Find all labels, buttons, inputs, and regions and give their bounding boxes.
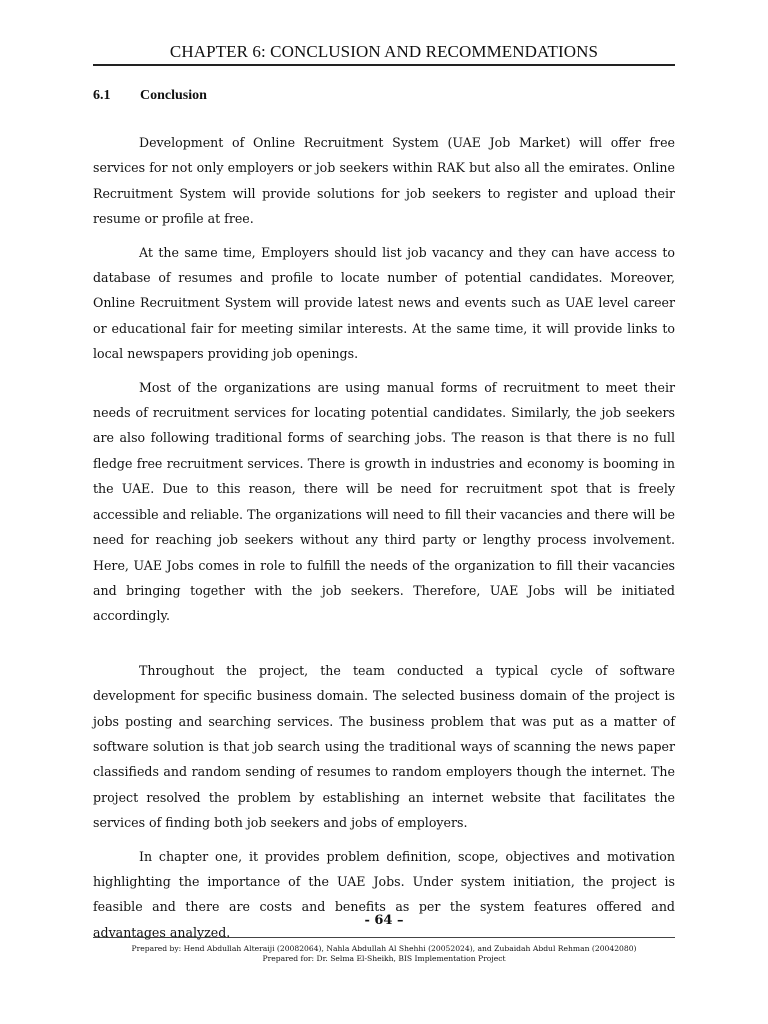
paragraph: Development of Online Recruitment System (UAE Job Market) will offer free services for not only employers or job seekers within RAK but also all the emirates. Online Recruitment System will provide solutions for job seekers to register and upload their resume or profile at free. [93,135,675,227]
paragraph: Most of the organizations are using manual forms of recruitment to meet their needs of recruitment services for locating potential candidates. Similarly, the job seekers are also following traditional forms of searching jobs. The reason is that there is no full fledge free recruitment services. There is growth in industries and economy is booming in the UAE. Due to this reason, there will be need for recruitment spot that is freely accessible and reliable. The organizations will need to fill their vacancies and there will be need for reaching job seekers without any third party or lengthy process involvement. Here, UAE Jobs comes in role to fulfill the needs of the organization to fill their vacancies and bringing together with the job seekers. Therefore, UAE Jobs will be initiated accordingly. [93,379,675,624]
paragraph: In chapter one, it provides problem definition, scope, objectives and motivation highlighting the importance of the UAE Jobs. Under system initiation, the project is feasible and there are costs and benefits as per the system features offered and advantages analyzed. [93,848,675,940]
title-underline [93,64,675,66]
footer-prepared-by: Prepared by: Hend Abdullah Alteraiji (20082064), Nahla Abdullah Al Shehhi (20052024), and Zubaidah Abdul Rehman (20042080) [131,944,637,953]
footer-divider [93,937,675,938]
page-number: - 64 – [364,913,404,928]
paragraph: At the same time, Employers should list job vacancy and they can have access to database of resumes and profile to locate number of potential candidates. Moreover, Online Recruitment System will provide latest news and events such as UAE level career or educational fair for meeting similar interests. At the same time, it will provide links to local newspapers providing job openings. [93,244,675,362]
chapter-title: CHAPTER 6: CONCLUSION AND RECOMMENDATIONS [169,42,599,61]
section-heading [93,88,207,104]
paragraph: Throughout the project, the team conducted a typical cycle of software development for specific business domain. The selected business domain of the project is jobs posting and searching services. The business problem that was put as a matter of software solution is that job search using the traditional ways of scanning the news paper classifieds and random sending of resumes to random employers though the internet. The project resolved the problem by establishing an internet website that facilitates the services of finding both job seekers and jobs of employers. [93,662,675,831]
footer-prepared-for: Prepared for: Dr. Selma El-Sheikh, BIS Implementation Project [262,954,506,963]
section-number: 6.1 [93,88,111,103]
section-title: Conclusion [140,88,207,103]
body-text [93,130,675,953]
